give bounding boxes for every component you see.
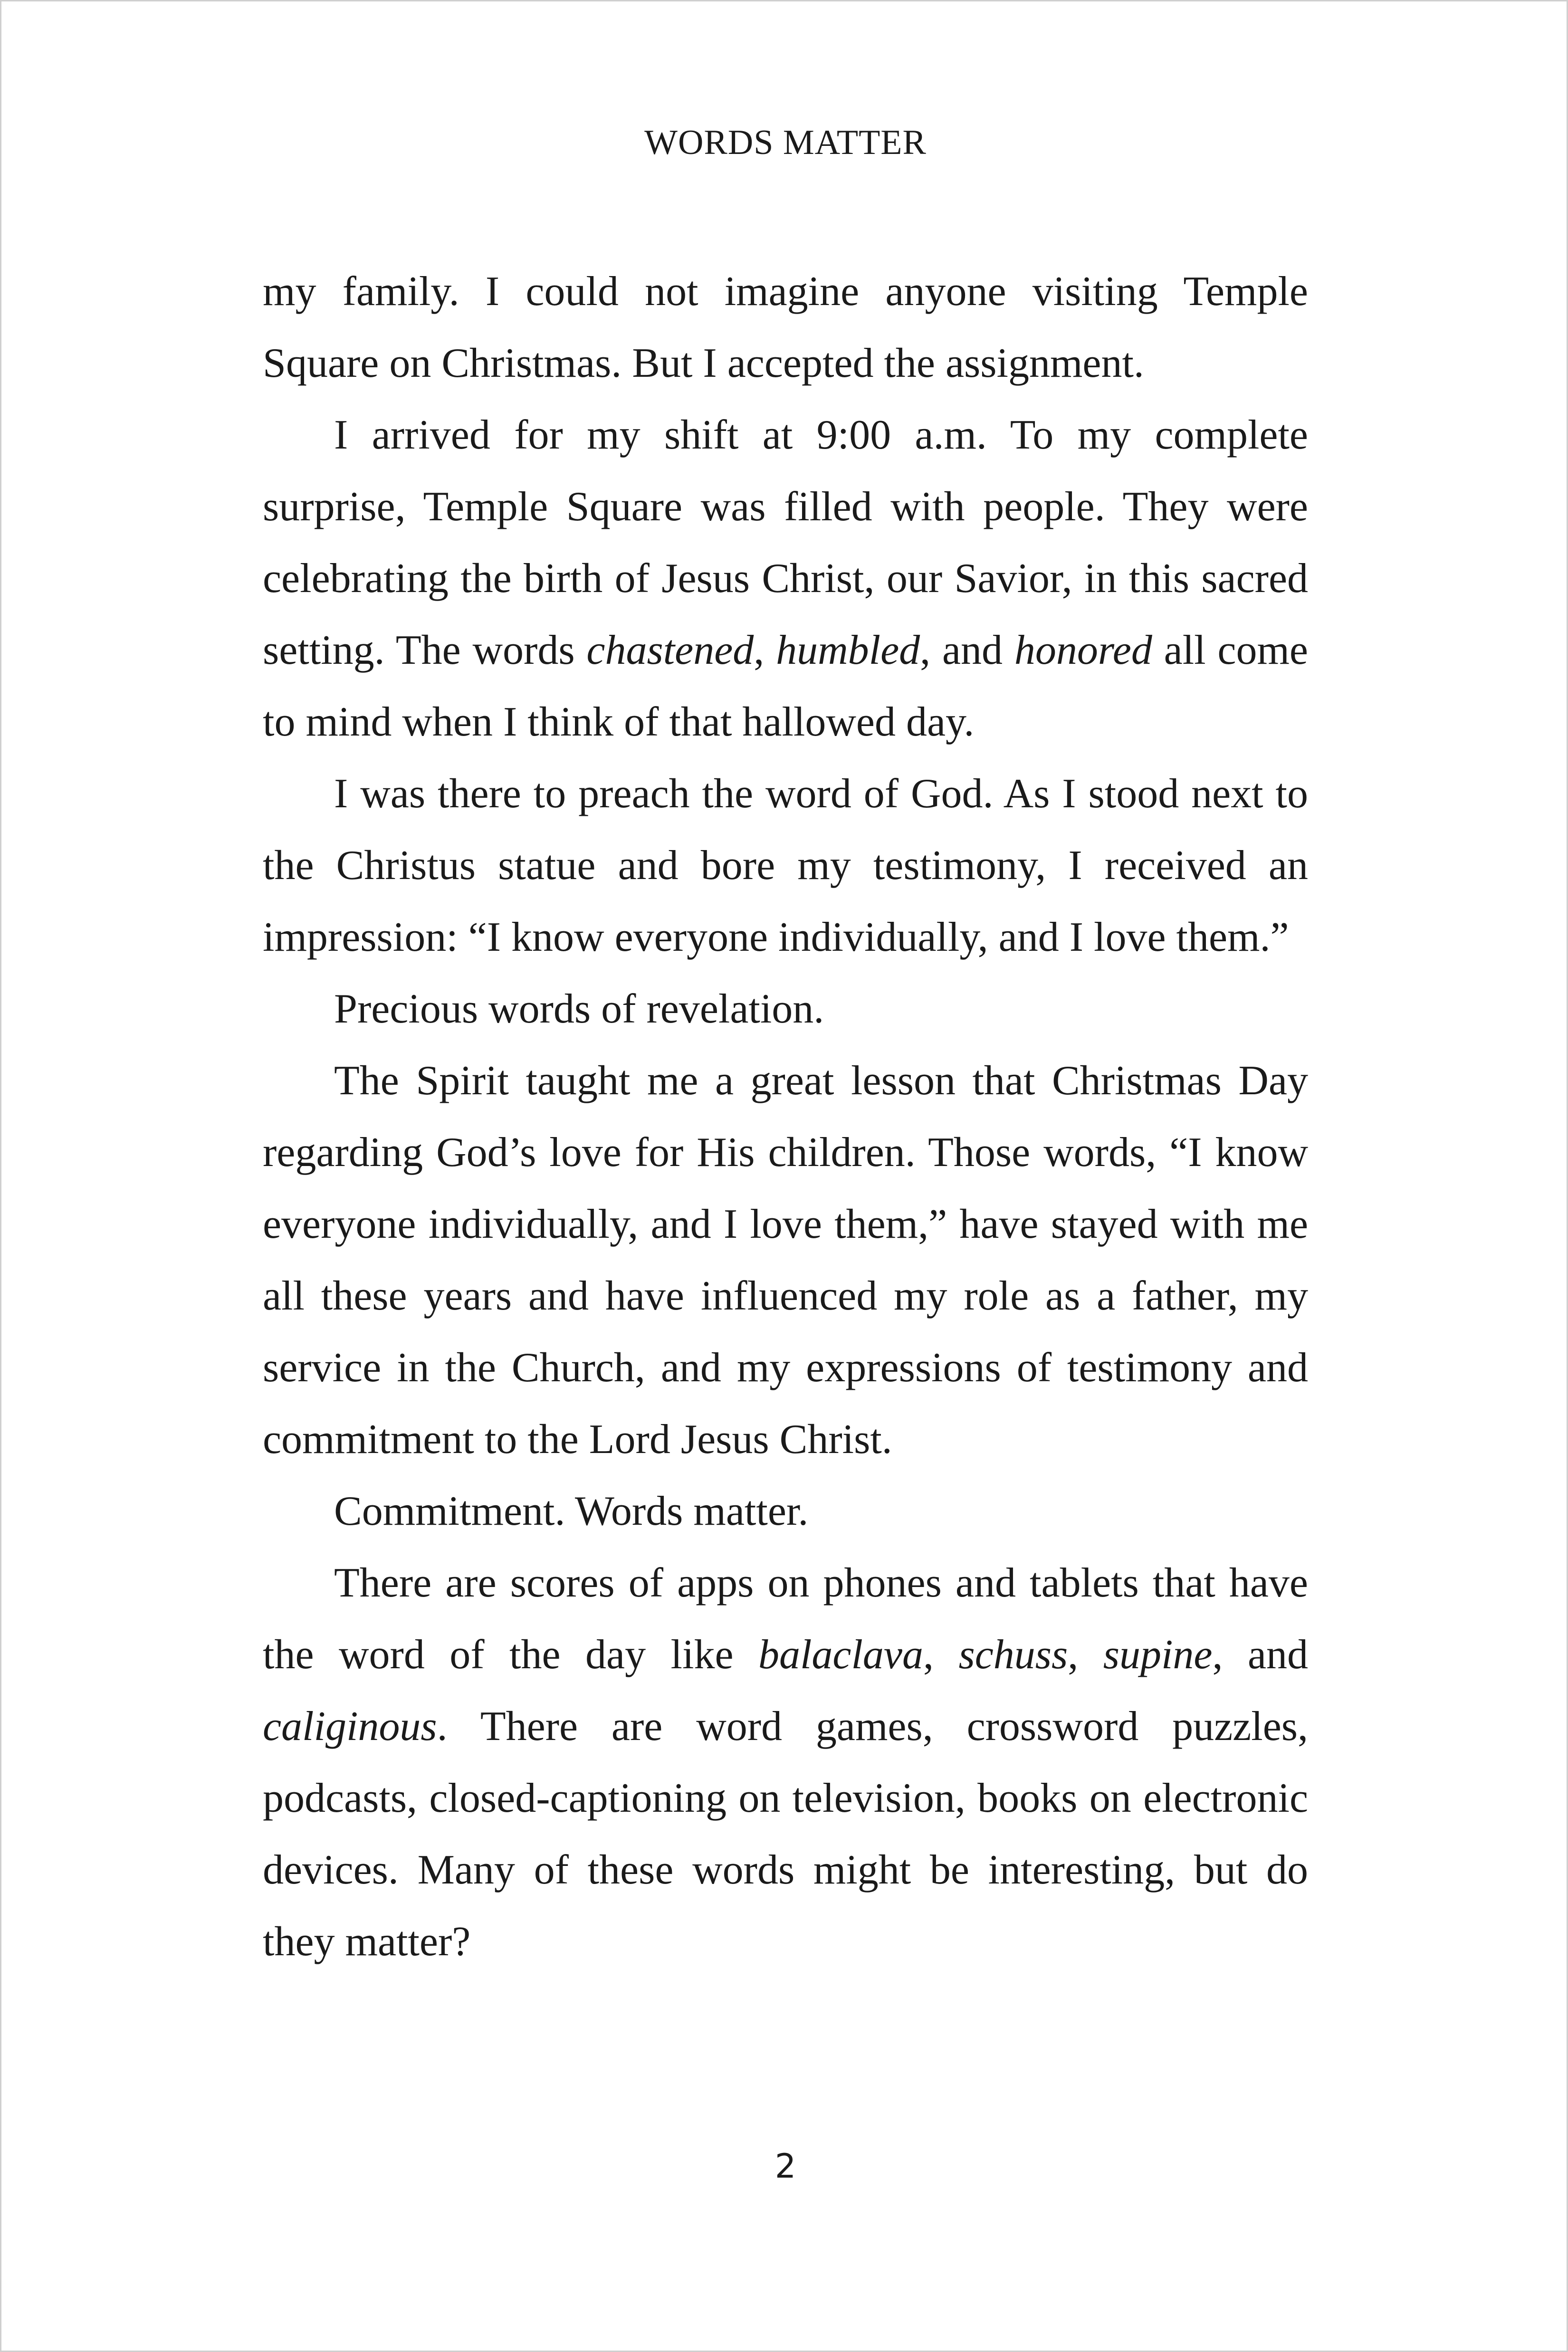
paragraph	[263, 1475, 1308, 1547]
text-run: I arrived for my shift at 9:00 a.m. To my complete surprise, Temple Square was filled with people. They were celebrating the birth of Jesus Christ, our Savior, in this sacred setting. The words	[263, 412, 1308, 673]
text-run: , and	[1212, 1632, 1309, 1678]
paragraph	[263, 256, 1308, 399]
italic-text: caliginous	[263, 1703, 437, 1750]
italic-text: humbled	[776, 627, 920, 673]
italic-text: schuss	[958, 1632, 1068, 1678]
text-run: . There are word games, crossword puzzles, podcasts, closed-captioning on television, books on electronic devices. Many of these words might be interesting, but do they matter?	[263, 1703, 1308, 1965]
page-number: 2	[774, 2147, 796, 2186]
text-run: ,	[1068, 1632, 1103, 1678]
text-run: Precious words of revelation.	[334, 986, 824, 1032]
text-run: Commitment. Words matter.	[334, 1488, 809, 1534]
italic-text: balaclava	[758, 1632, 923, 1678]
text-run: I was there to preach the word of God. As I stood next to the Christus statue and bore my testimony, I received an impression: “I know everyone individually, and I love them.”	[263, 771, 1308, 960]
text-run: ,	[923, 1632, 959, 1678]
text-run: , and	[920, 627, 1014, 673]
paragraph	[263, 1045, 1308, 1475]
italic-text: honored	[1014, 627, 1152, 673]
text-run: all come to mind when I think of that hallowed day.	[263, 627, 1308, 745]
italic-text: chastened	[586, 627, 754, 673]
text-run: my family. I could not imagine anyone visiting Temple Square on Christmas. But I accepted the assignment.	[263, 268, 1308, 386]
italic-text: supine	[1103, 1632, 1213, 1678]
paragraph	[263, 399, 1308, 758]
text-run: ,	[754, 627, 776, 673]
running-head: WORDS MATTER	[644, 123, 927, 162]
paragraph	[263, 1547, 1308, 1978]
text-run: There are scores of apps on phones and tablets that have the word of the day like	[263, 1560, 1308, 1678]
paragraph	[263, 973, 1308, 1045]
paragraph	[263, 758, 1308, 973]
body-text	[263, 256, 1308, 1978]
text-run: The Spirit taught me a great lesson that Christmas Day regarding God’s love for His children. Those words, “I know everyone individually, and I love them,” have stayed with me all these years and have influenced my role as a father, my service in the Church, and my expressions of testimony and commitment to the Lord Jesus Christ.	[263, 1058, 1308, 1463]
